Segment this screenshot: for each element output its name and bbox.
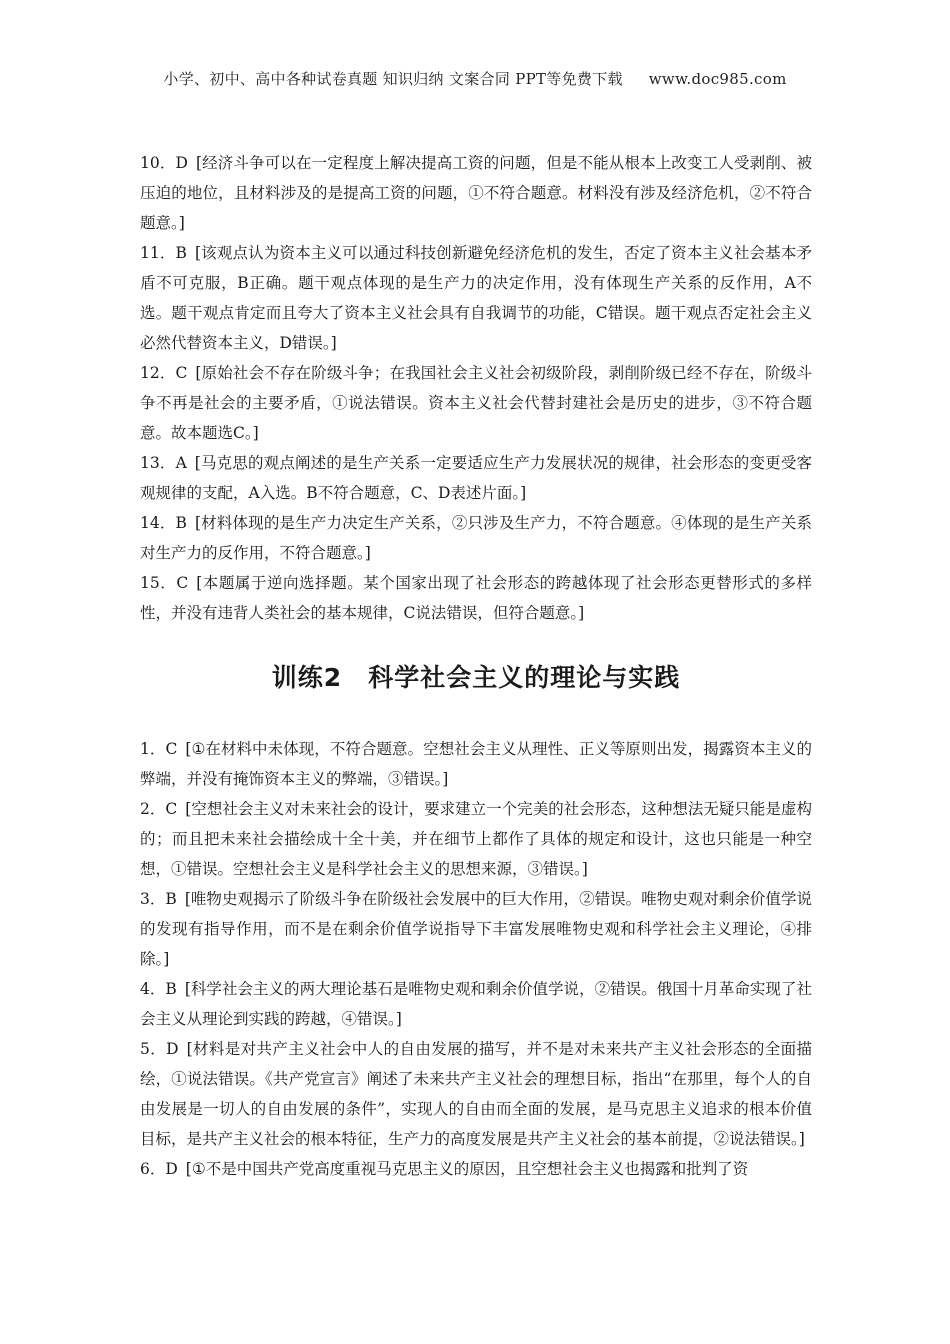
answer-number: 15．C (140, 574, 189, 592)
answer-number: 5．D (140, 1040, 179, 1058)
document-body (140, 148, 812, 1184)
answer-text: [该观点认为资本主义可以通过科技创新避免经济危机的发生，否定了资本主义社会基本矛盾不可克服，B正确。题干观点体现的是生产力的决定作用，没有体现生产关系的反作用，A不选。题干观点肯定而且夸大了资本主义社会具有自我调节的功能，C错误。题干观点否定社会主义必然代替资本主义，D错误。] (140, 244, 812, 352)
answer-item (140, 734, 812, 794)
answer-number: 4．B (140, 980, 177, 998)
answer-number: 10．D (140, 154, 188, 172)
answer-item (140, 238, 812, 358)
header-site: www.doc985.com (648, 70, 787, 88)
answer-text: [本题属于逆向选择题。某个国家出现了社会形态的跨越体现了社会形态更替形式的多样性，并没有违背人类社会的基本规律，C说法错误，但符合题意。] (140, 574, 812, 622)
answer-text: [空想社会主义对未来社会的设计，要求建立一个完美的社会形态，这种想法无疑只能是虚构的；而且把未来社会描绘成十全十美，并在细节上都作了具体的规定和设计，这也只能是一种空想，①错误。空想社会主义是科学社会主义的思想来源，③错误。] (140, 800, 812, 878)
answer-number: 1．C (140, 740, 178, 758)
answers-part1 (140, 148, 812, 628)
answer-text: [材料体现的是生产力决定生产关系，②只涉及生产力，不符合题意。④体现的是生产关系对生产力的反作用，不符合题意。] (140, 514, 812, 562)
header-text: 小学、初中、高中各种试卷真题 知识归纳 文案合同 PPT等免费下载 (163, 70, 623, 88)
answer-item (140, 358, 812, 448)
answer-item (140, 1034, 812, 1154)
answer-item (140, 884, 812, 974)
answer-text: [①不是中国共产党高度重视马克思主义的原因，且空想社会主义也揭露和批判了资 (185, 1160, 749, 1178)
answer-text: [原始社会不存在阶级斗争；在我国社会主义社会初级阶段，剥削阶级已经不存在，阶级斗争不再是社会的主要矛盾，①说法错误。资本主义社会代替封建社会是历史的进步，③不符合题意。故本题选C。] (140, 364, 812, 442)
answer-item (140, 568, 812, 628)
answer-text: [马克思的观点阐述的是生产关系一定要适应生产力发展状况的规律，社会形态的变更受客观规律的支配，A入选。B不符合题意，C、D表述片面。] (140, 454, 812, 502)
answer-item (140, 974, 812, 1034)
answer-text: [经济斗争可以在一定程度上解决提高工资的问题，但是不能从根本上改变工人受剥削、被压迫的地位，且材料涉及的是提高工资的问题，①不符合题意。材料没有涉及经济危机，②不符合题意。] (140, 154, 812, 232)
answer-number: 12．C (140, 364, 188, 382)
answer-text: [①在材料中未体现，不符合题意。空想社会主义从理性、正义等原则出发，揭露资本主义的弊端，并没有掩饰资本主义的弊端，③错误。] (140, 740, 812, 788)
answer-item (140, 148, 812, 238)
page-header (0, 68, 950, 89)
answer-number: 11．B (140, 244, 187, 262)
answer-item (140, 794, 812, 884)
answer-number: 14．B (140, 514, 187, 532)
answer-number: 13．A (140, 454, 187, 472)
answer-item (140, 1154, 812, 1184)
answer-number: 3．B (140, 890, 177, 908)
answer-number: 2．C (140, 800, 178, 818)
answer-text: [唯物史观揭示了阶级斗争在阶级社会发展中的巨大作用，②错误。唯物史观对剩余价值学说的发现有指导作用，而不是在剩余价值学说指导下丰富发展唯物史观和科学社会主义理论，④排除。] (140, 890, 812, 968)
answer-item (140, 448, 812, 508)
answers-part2 (140, 734, 812, 1184)
answer-text: [科学社会主义的两大理论基石是唯物史观和剩余价值学说，②错误。俄国十月革命实现了社会主义从理论到实践的跨越，④错误。] (140, 980, 812, 1028)
section-title: 训练2 科学社会主义的理论与实践 (271, 663, 681, 692)
answer-item (140, 508, 812, 568)
answer-text: [材料是对共产主义社会中人的自由发展的描写，并不是对未来共产主义社会形态的全面描绘，①说法错误。《共产党宣言》阐述了未来共产主义社会的理想目标，指出“在那里，每个人的自由发展是一切人的自由发展的条件”，实现人的自由而全面的发展，是马克思主义追求的根本价值目标，是共产主义社会的根本特征，生产力的高度发展是共产主义社会的基本前提，②说法错误。] (140, 1040, 812, 1148)
answer-number: 6．D (140, 1160, 178, 1178)
